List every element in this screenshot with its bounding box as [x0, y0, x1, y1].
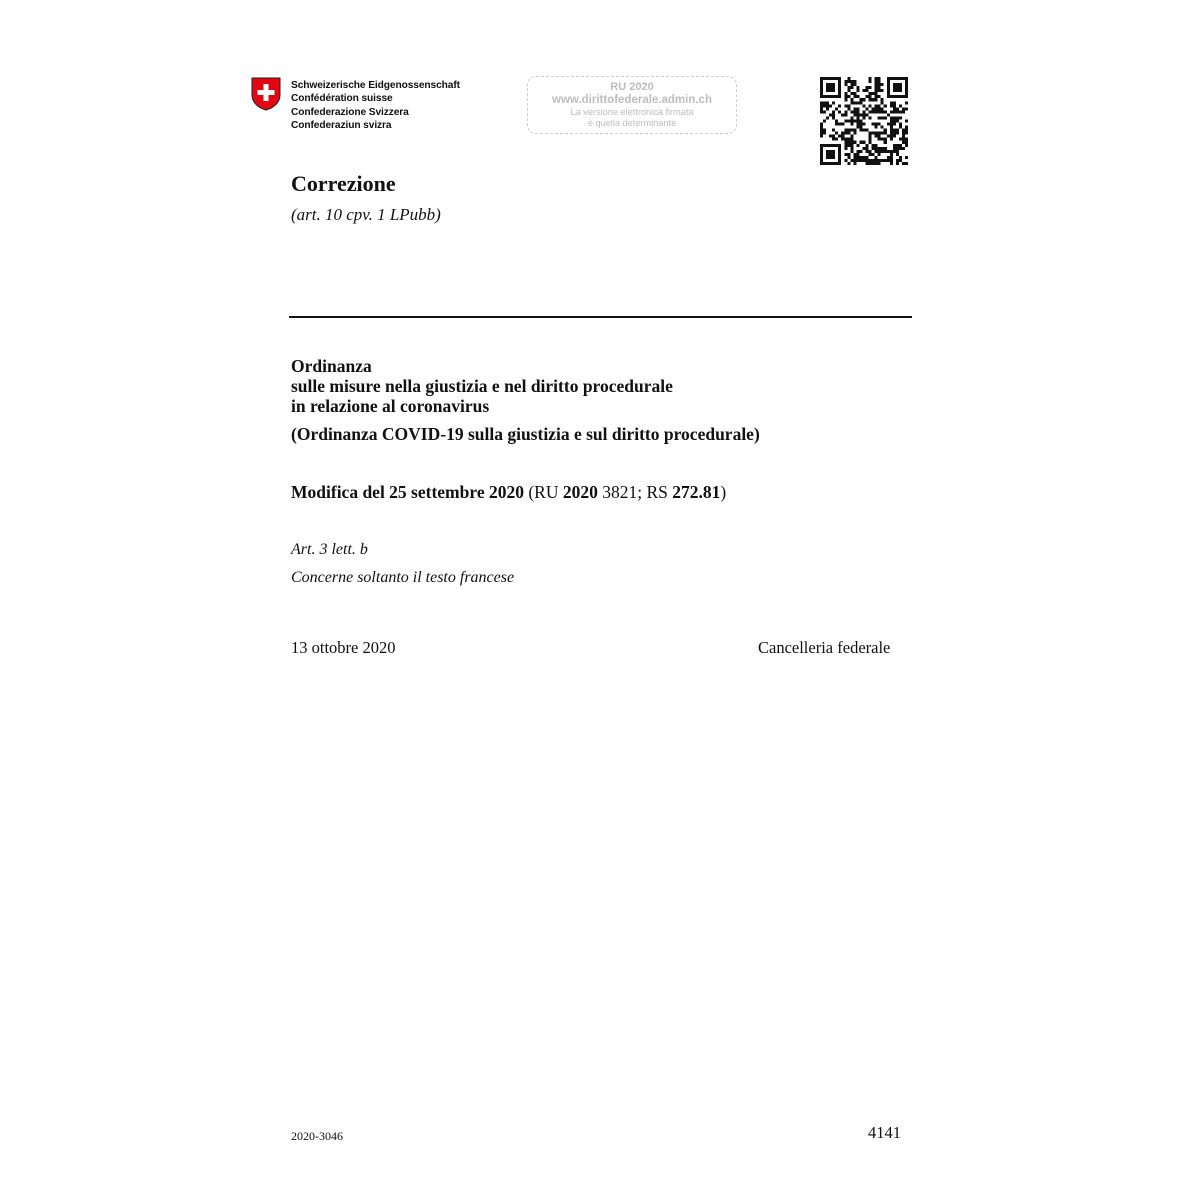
document-number: 2020-3046 [291, 1129, 343, 1143]
ordinance-short-title: (Ordinanza COVID-19 sulla giustizia e sul diritto procedurale) [291, 424, 760, 444]
ru-prefix: (RU [528, 482, 563, 502]
agency-name-fr: Confédération suisse [291, 93, 393, 105]
agency-name-it: Confederazione Svizzera [291, 106, 409, 118]
stamp-note-2: è quella determinante [587, 118, 677, 128]
page-title: Correzione [291, 171, 396, 196]
stamp-note-1: La versione elettronica firmata [570, 107, 694, 117]
article-note: Concerne soltanto il testo francese [291, 569, 515, 586]
modification-line [291, 482, 726, 503]
swiss-cross-shield-icon [251, 77, 281, 111]
stamp-url: www.dirittofederale.admin.ch [552, 94, 712, 106]
qr-code-icon [820, 77, 908, 165]
ordinance-title [291, 356, 673, 416]
ordinance-title-line-3: in relazione al coronavirus [291, 396, 490, 416]
publication-stamp [527, 76, 737, 134]
ordinance-title-line-2: sulle misure nella giustizia e nel diritto procedurale [291, 376, 673, 396]
document-date: 13 ottobre 2020 [291, 638, 396, 657]
ordinance-title-line-1: Ordinanza [291, 356, 372, 376]
page-subtitle: (art. 10 cpv. 1 LPubb) [291, 205, 441, 224]
agency-name-block [291, 79, 460, 133]
rs-number: 272.81 [672, 482, 721, 502]
stamp-ru: RU 2020 [610, 81, 654, 93]
article-reference: Art. 3 lett. b [291, 541, 368, 558]
signatory: Cancelleria federale [758, 638, 891, 657]
agency-name-rm: Confederaziun svizra [291, 120, 392, 132]
page-number: 4141 [868, 1123, 901, 1142]
ru-year: 2020 [562, 482, 598, 502]
modification-label: Modifica del 25 settembre 2020 [291, 482, 524, 502]
agency-name-de: Schweizerische Eidgenossenschaft [291, 80, 460, 91]
modification-suffix: ) [720, 482, 727, 502]
ru-page: 3821; RS [597, 482, 673, 502]
divider [289, 316, 912, 318]
